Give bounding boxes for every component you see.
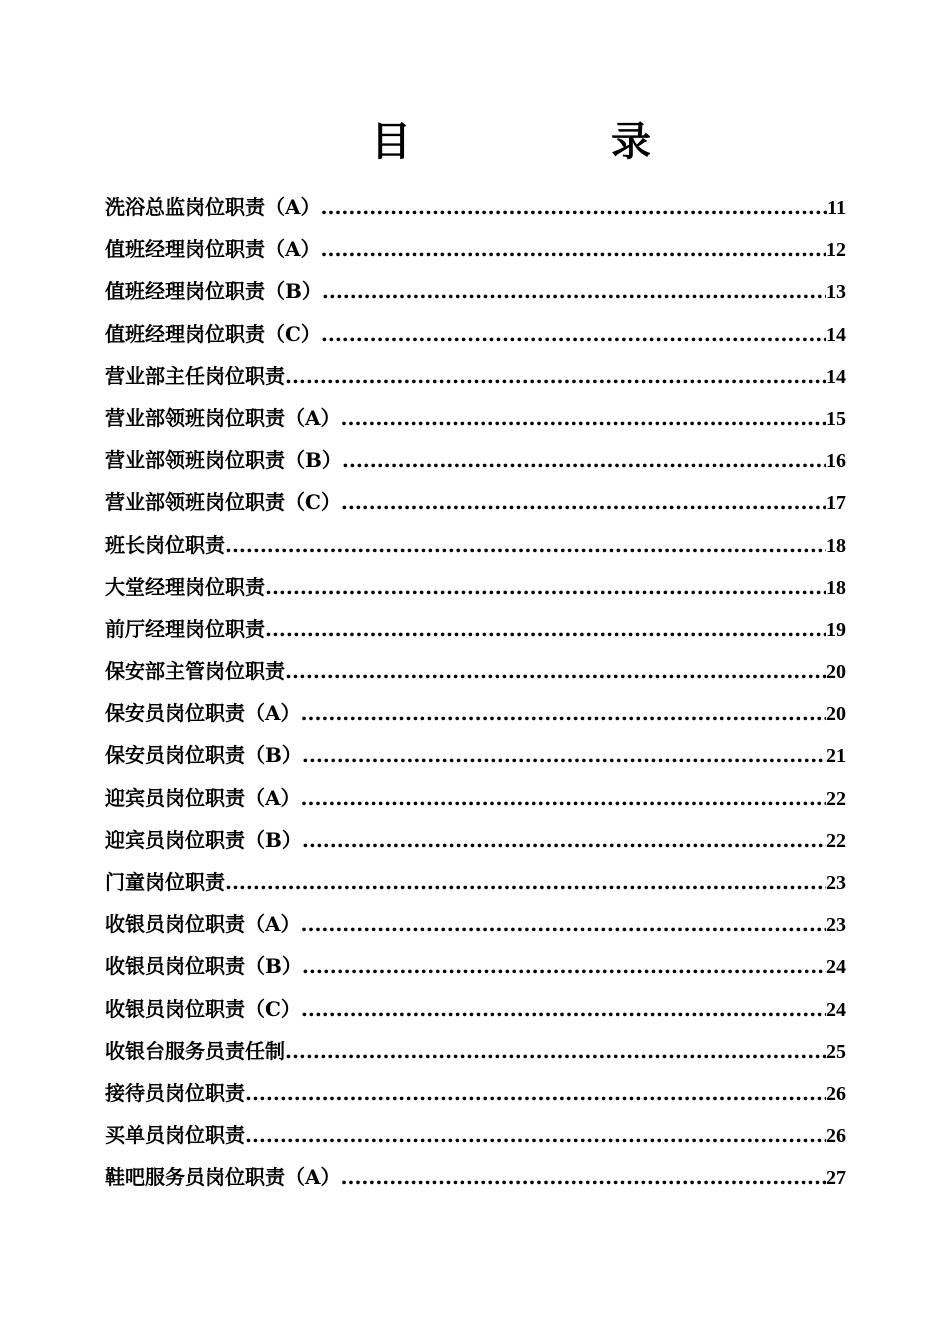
toc-dot-leader	[285, 1030, 826, 1072]
toc-dot-leader	[225, 524, 826, 566]
toc-entry-page-number: 24	[826, 998, 846, 1021]
toc-entry-label: 保安部主管岗位职责	[105, 659, 285, 684]
toc-entry-page-number: 22	[826, 829, 846, 852]
toc-entry-page-number: 19	[826, 618, 846, 641]
toc-dot-leader	[301, 777, 826, 819]
toc-entry-label: 收银员岗位职责（B）	[105, 954, 302, 979]
toc-dot-leader	[301, 988, 826, 1030]
toc-entry-label: 洗浴总监岗位职责（A）	[105, 195, 321, 219]
toc-entry-label: 大堂经理岗位职责	[105, 574, 265, 599]
toc-entry-page-number: 17	[826, 492, 846, 515]
toc-list	[105, 186, 846, 1199]
toc-title	[0, 112, 950, 172]
toc-entry[interactable]	[105, 945, 846, 987]
toc-entry-page-number: 12	[826, 239, 846, 262]
toc-entry[interactable]	[105, 1156, 846, 1198]
toc-entry-label: 鞋吧服务员岗位职责（A）	[105, 1165, 341, 1190]
toc-entry-page-number: 11	[827, 197, 846, 219]
toc-entry-page-number: 14	[826, 365, 846, 388]
toc-dot-leader	[302, 734, 826, 776]
toc-entry[interactable]	[105, 692, 846, 734]
toc-entry-page-number: 14	[826, 323, 846, 346]
toc-dot-leader	[302, 945, 826, 987]
toc-entry[interactable]	[105, 481, 846, 523]
toc-dot-leader	[341, 481, 826, 523]
toc-entry-page-number: 26	[826, 1082, 846, 1105]
toc-dot-leader	[321, 186, 828, 228]
toc-dot-leader	[322, 270, 826, 312]
toc-entry[interactable]	[105, 777, 846, 819]
toc-entry[interactable]	[105, 819, 846, 861]
toc-entry[interactable]	[105, 1072, 846, 1114]
toc-entry-label: 值班经理岗位职责（A）	[105, 237, 321, 262]
toc-entry[interactable]	[105, 439, 846, 481]
toc-entry[interactable]	[105, 1114, 846, 1156]
toc-entry-label: 班长岗位职责	[105, 532, 225, 557]
toc-entry[interactable]	[105, 650, 846, 692]
toc-entry[interactable]	[105, 1030, 846, 1072]
toc-entry-page-number: 24	[826, 956, 846, 979]
toc-entry-label: 收银台服务员责任制	[105, 1038, 285, 1063]
toc-entry-page-number: 21	[826, 745, 846, 768]
toc-entry-page-number: 18	[826, 534, 846, 557]
toc-entry-page-number: 20	[826, 703, 846, 726]
toc-entry-page-number: 25	[826, 1040, 846, 1063]
toc-entry[interactable]	[105, 313, 846, 355]
toc-dot-leader	[265, 608, 826, 650]
toc-entry[interactable]	[105, 566, 846, 608]
toc-dot-leader	[245, 1072, 826, 1114]
toc-entry-page-number: 16	[826, 450, 846, 473]
toc-entry[interactable]	[105, 397, 846, 439]
toc-entry-label: 营业部主任岗位职责	[105, 363, 285, 388]
toc-entry-page-number: 27	[826, 1167, 846, 1190]
toc-dot-leader	[321, 313, 826, 355]
toc-entry-page-number: 26	[826, 1125, 846, 1148]
toc-entry[interactable]	[105, 228, 846, 270]
toc-dot-leader	[341, 1156, 826, 1198]
toc-entry-page-number: 18	[826, 576, 846, 599]
toc-entry-label: 保安员岗位职责（A）	[105, 701, 301, 726]
toc-dot-leader	[285, 355, 826, 397]
toc-dot-leader	[301, 903, 826, 945]
toc-entry[interactable]	[105, 355, 846, 397]
toc-entry-label: 值班经理岗位职责（C）	[105, 321, 321, 346]
toc-entry-label: 营业部领班岗位职责（C）	[105, 490, 341, 515]
toc-entry-page-number: 23	[826, 914, 846, 937]
toc-dot-leader	[285, 650, 826, 692]
toc-title-char-2: 录	[611, 118, 651, 165]
toc-entry-label: 营业部领班岗位职责（B）	[105, 448, 342, 473]
toc-entry[interactable]	[105, 608, 846, 650]
toc-entry-label: 迎宾员岗位职责（B）	[105, 827, 302, 852]
toc-entry[interactable]	[105, 270, 846, 312]
toc-dot-leader	[341, 397, 826, 439]
toc-entry-page-number: 20	[826, 661, 846, 684]
toc-entry-label: 营业部领班岗位职责（A）	[105, 405, 341, 430]
toc-entry-label: 买单员岗位职责	[105, 1123, 245, 1148]
toc-entry-page-number: 23	[826, 872, 846, 894]
toc-dot-leader	[245, 1114, 826, 1156]
toc-dot-leader	[265, 566, 826, 608]
toc-entry-label: 保安员岗位职责（B）	[105, 743, 302, 768]
toc-dot-leader	[321, 228, 826, 270]
toc-dot-leader	[225, 861, 826, 903]
toc-entry-label: 前厅经理岗位职责	[105, 616, 265, 641]
toc-entry[interactable]	[105, 988, 846, 1030]
toc-entry-page-number: 22	[826, 787, 846, 810]
toc-entry-label: 门童岗位职责	[105, 870, 225, 894]
toc-entry-label: 收银员岗位职责（A）	[105, 912, 301, 937]
toc-entry-label: 迎宾员岗位职责（A）	[105, 785, 301, 810]
toc-entry-label: 值班经理岗位职责（B）	[105, 279, 322, 304]
toc-entry-page-number: 15	[826, 407, 846, 430]
toc-entry-label: 收银员岗位职责（C）	[105, 996, 301, 1021]
toc-entry[interactable]	[105, 524, 846, 566]
toc-entry-label: 接待员岗位职责	[105, 1080, 245, 1105]
toc-entry[interactable]	[105, 903, 846, 945]
toc-entry[interactable]	[105, 734, 846, 776]
toc-entry[interactable]	[105, 186, 846, 228]
toc-title-char-1: 目	[371, 118, 411, 165]
toc-dot-leader	[302, 819, 826, 861]
toc-dot-leader	[301, 692, 826, 734]
toc-dot-leader	[342, 439, 826, 481]
toc-entry-page-number: 13	[826, 281, 846, 304]
toc-entry[interactable]	[105, 861, 846, 903]
